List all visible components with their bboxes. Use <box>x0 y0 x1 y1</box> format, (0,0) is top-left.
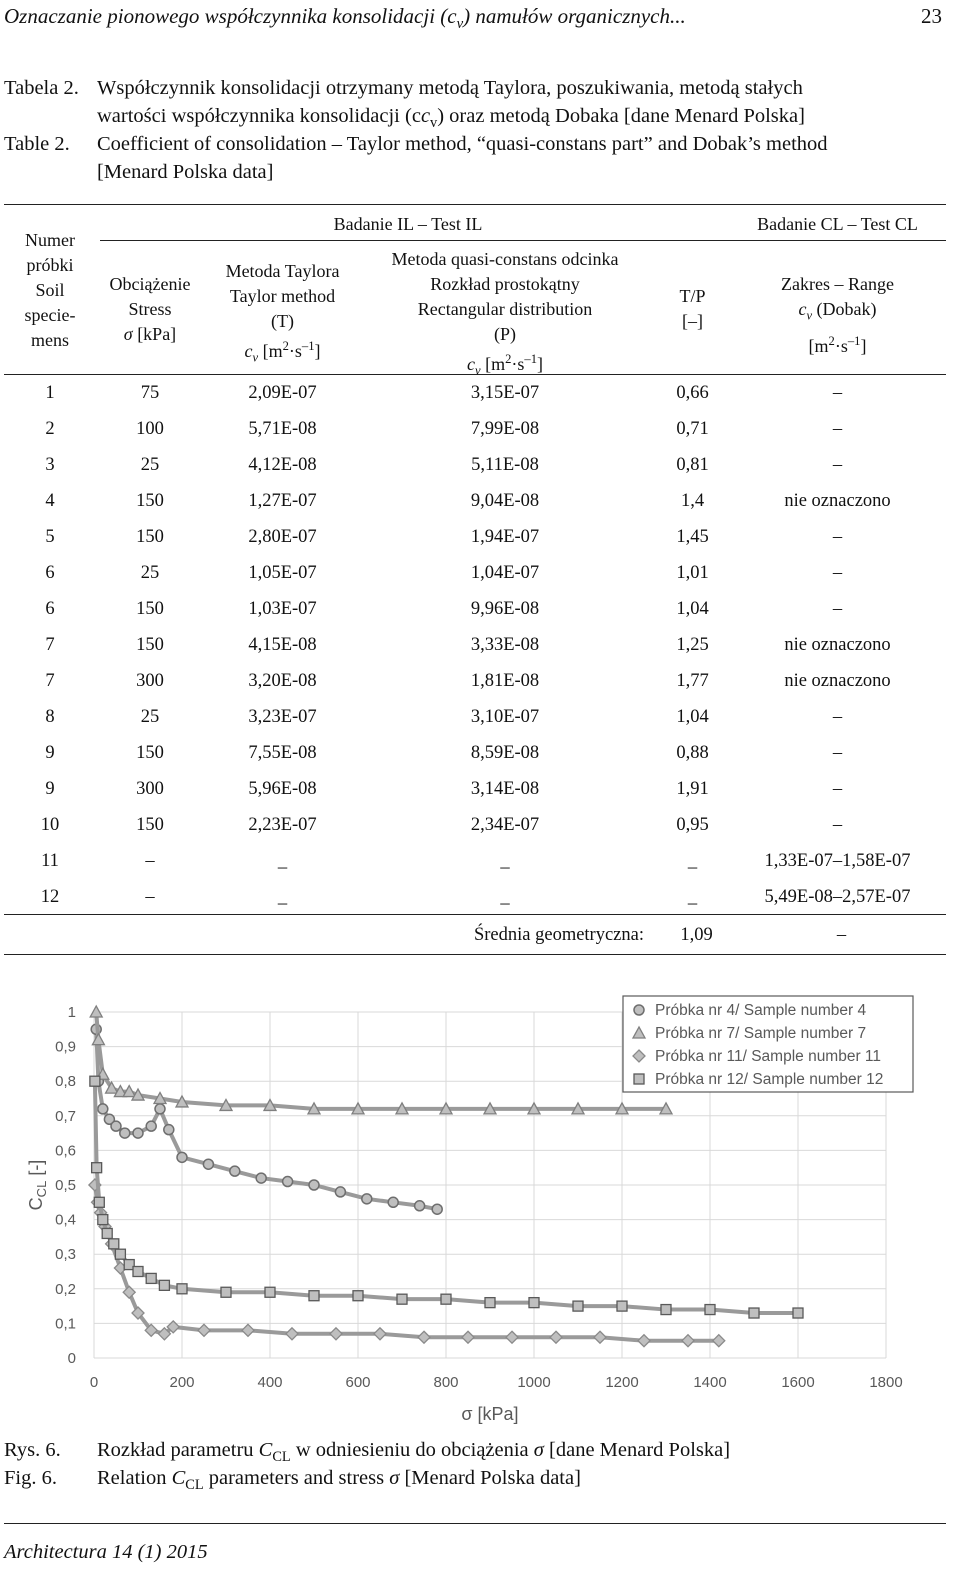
cell-sample: 7 <box>45 671 55 691</box>
cell-tp: _ <box>687 851 698 871</box>
cell-taylor: 2,23E-07 <box>248 815 317 835</box>
summary-label: Średnia geometryczna: <box>473 925 644 945</box>
x-tick-label: 1600 <box>781 1374 815 1391</box>
data-point <box>432 1204 442 1214</box>
cell-taylor: 4,15E-08 <box>248 635 317 655</box>
col-header-quasi: Metoda quasi-constans odcinka Rozkład prostokątny Rectangular distribution (P) $c_v$ $[m^2\cdot s^{-1}]$ <box>391 249 619 378</box>
cell-taylor: 2,09E-07 <box>248 383 317 403</box>
col-header-tp: T/P [–] <box>679 286 706 331</box>
x-tick-label: 1200 <box>605 1374 639 1391</box>
legend-entry: Próbka nr 4/ Sample number 4 <box>655 1002 867 1019</box>
data-point <box>102 1228 112 1238</box>
table-row <box>4 772 946 808</box>
cell-range: – <box>832 815 843 835</box>
y-tick-label: 0,9 <box>55 1038 76 1056</box>
table-caption-pl-line1: Tabela 2. Współczynnik konsolidacji otrzymany metodą Taylora, poszukiwania, metodą stałych <box>4 77 803 99</box>
table-row <box>4 520 946 556</box>
data-point <box>418 1331 430 1343</box>
cell-tp: 1,25 <box>676 635 709 655</box>
cell-taylor: 7,55E-08 <box>248 743 317 763</box>
data-point <box>462 1331 474 1343</box>
cell-sample: 12 <box>40 887 60 907</box>
cell-stress: 150 <box>136 635 164 655</box>
cell-quasi: 1,81E-08 <box>470 671 540 691</box>
data-point <box>793 1308 803 1318</box>
data-point <box>388 1197 398 1207</box>
cell-range: – <box>832 707 843 727</box>
table-row <box>4 592 946 628</box>
y-tick-label: 0,2 <box>55 1280 76 1298</box>
cell-quasi: 3,14E-08 <box>470 779 540 799</box>
legend-entry: Próbka nr 7/ Sample number 7 <box>655 1025 867 1042</box>
cell-sample: 11 <box>41 851 59 871</box>
data-point <box>164 1125 174 1135</box>
cell-stress: – <box>145 887 155 907</box>
table-row <box>4 808 946 844</box>
data-point <box>661 1305 671 1315</box>
data-point <box>90 1076 100 1086</box>
data-point <box>362 1194 372 1204</box>
x-tick-label: 600 <box>345 1374 371 1391</box>
cell-taylor: _ <box>277 887 288 907</box>
cell-sample: 3 <box>45 455 55 475</box>
data-point <box>573 1301 583 1311</box>
cell-tp: 1,45 <box>676 527 709 547</box>
cell-taylor: 5,71E-08 <box>248 419 317 439</box>
cell-quasi: 9,04E-08 <box>470 491 540 511</box>
data-point <box>230 1166 240 1176</box>
y-tick-label: 0,8 <box>55 1073 76 1091</box>
cell-range: nie oznaczono <box>784 491 891 511</box>
table-row <box>4 628 946 664</box>
cell-tp: 1,91 <box>676 779 709 799</box>
table-row <box>4 700 946 736</box>
data-point <box>309 1291 319 1301</box>
data-point <box>98 1215 108 1225</box>
data-point <box>133 1128 143 1138</box>
data-point <box>177 1284 187 1294</box>
x-tick-label: 1000 <box>517 1374 551 1391</box>
data-point <box>441 1294 451 1304</box>
data-point <box>111 1121 121 1131</box>
legend-entry: Próbka nr 11/ Sample number 11 <box>655 1048 882 1065</box>
table-caption-en-line2: [Menard Polska data] <box>97 161 274 183</box>
table-row <box>4 880 946 916</box>
data-point <box>94 1197 104 1207</box>
cell-stress: 150 <box>136 599 164 619</box>
cell-range: – <box>832 455 843 475</box>
series-line <box>96 1029 437 1209</box>
data-point <box>177 1152 187 1162</box>
page-number: 23 <box>921 4 942 28</box>
data-point <box>265 1287 275 1297</box>
table-row <box>4 484 946 520</box>
cell-tp: 0,88 <box>676 743 709 763</box>
data-point <box>92 1163 102 1173</box>
cell-range: nie oznaczono <box>784 671 891 691</box>
table-caption-en-line1: Table 2. Coefficient of consolidation – Taylor method, “quasi-constans part” and Dobak’s method <box>4 133 828 155</box>
cell-tp: 0,81 <box>676 455 709 475</box>
figure-caption-pl: Rys. 6. Rozkład parametru $C_{CL}$ w odniesieniu do obciążenia σ [dane Menard Polska] <box>4 1439 731 1466</box>
data-point <box>353 1291 363 1301</box>
col-header-taylor: Metoda Taylora Taylor method (T) $c_v$ $[m^2\cdot s^{-1}]$ <box>225 261 340 365</box>
cell-tp: 0,95 <box>676 815 709 835</box>
cell-tp: _ <box>687 887 698 907</box>
cell-tp: 1,77 <box>676 671 709 691</box>
data-point <box>335 1187 345 1197</box>
cl-chart <box>20 990 920 1425</box>
data-point <box>155 1104 165 1114</box>
cell-tp: 1,4 <box>680 491 705 511</box>
cell-range: – <box>832 527 843 547</box>
cell-sample: 9 <box>45 743 55 763</box>
group-header-il: Badanie IL – Test IL <box>333 214 483 234</box>
summary-tp: 1,09 <box>680 925 713 945</box>
cell-quasi: 5,11E-08 <box>471 455 539 475</box>
y-tick-label: 0,6 <box>55 1142 76 1160</box>
cell-quasi: 2,34E-07 <box>470 815 540 835</box>
journal-footer: Architectura 14 (1) 2015 <box>4 1541 208 1563</box>
group-header-cl: Badanie CL – Test CL <box>757 214 918 234</box>
data-point <box>617 1301 627 1311</box>
table-bottom-rule <box>4 954 946 955</box>
series-line <box>95 1185 719 1341</box>
cell-taylor: 1,27E-07 <box>248 491 317 511</box>
cell-range: nie oznaczono <box>784 635 891 655</box>
y-tick-label: 0,5 <box>55 1177 76 1194</box>
data-point <box>286 1328 298 1340</box>
cell-taylor: 5,96E-08 <box>248 779 317 799</box>
data-point <box>159 1280 169 1290</box>
cell-taylor: _ <box>277 851 288 871</box>
table-top-rule <box>4 204 946 205</box>
cell-stress: – <box>145 851 155 871</box>
cell-quasi: 3,33E-08 <box>470 635 540 655</box>
data-point <box>550 1331 562 1343</box>
cell-sample: 1 <box>45 383 55 403</box>
data-point <box>749 1308 759 1318</box>
data-point <box>146 1273 156 1283</box>
cell-sample: 8 <box>45 707 55 727</box>
cell-stress: 300 <box>136 671 164 691</box>
y-tick-label: 1 <box>67 1004 76 1021</box>
cl-chart-svg <box>20 990 920 1425</box>
cell-range: – <box>832 743 843 763</box>
cell-quasi: 3,10E-07 <box>470 707 540 727</box>
cell-taylor: 1,03E-07 <box>248 599 317 619</box>
footer-rule <box>4 1523 946 1524</box>
cell-quasi: 9,96E-08 <box>470 599 540 619</box>
y-tick-label: 0,4 <box>55 1211 76 1229</box>
cell-stress: 150 <box>136 491 164 511</box>
table-row <box>4 448 946 484</box>
table-group-rule <box>100 240 946 241</box>
cell-sample: 10 <box>40 815 60 835</box>
data-point <box>713 1335 725 1347</box>
cell-stress: 75 <box>140 383 160 403</box>
cell-tp: 0,66 <box>676 383 709 403</box>
col-header-range: Zakres – Range $c_v$ (Dobak) $[m^2\cdot s^{-1}]$ <box>781 274 894 356</box>
table-row <box>4 664 946 700</box>
cell-range: – <box>832 599 843 619</box>
cell-range: – <box>832 383 843 403</box>
data-point <box>242 1324 254 1336</box>
y-tick-label: 0 <box>67 1350 76 1367</box>
y-tick-label: 0,7 <box>55 1107 76 1125</box>
data-point <box>705 1305 715 1315</box>
data-point <box>123 1286 135 1298</box>
cell-tp: 1,04 <box>676 599 709 619</box>
cell-range: 1,33E-07–1,58E-07 <box>764 851 911 871</box>
cell-tp: 0,71 <box>676 419 709 439</box>
data-point <box>682 1335 694 1347</box>
data-point <box>374 1328 386 1340</box>
cell-range: – <box>832 419 843 439</box>
x-tick-label: 800 <box>433 1374 459 1391</box>
x-tick-label: 400 <box>257 1374 283 1391</box>
data-point <box>133 1267 143 1277</box>
y-axis-label: $C_{CL}$ [-] <box>26 1159 49 1211</box>
table-row <box>4 556 946 592</box>
data-point <box>415 1201 425 1211</box>
cell-sample: 4 <box>45 491 55 511</box>
cell-range: – <box>832 563 843 583</box>
cell-taylor: 1,05E-07 <box>248 563 317 583</box>
data-point <box>506 1331 518 1343</box>
cell-sample: 6 <box>45 563 55 583</box>
cell-stress: 25 <box>140 563 160 583</box>
cell-quasi: _ <box>500 851 510 871</box>
summary-range: – <box>836 925 847 945</box>
data-point <box>203 1159 213 1169</box>
cell-quasi: 1,94E-07 <box>470 527 540 547</box>
cell-sample: 2 <box>45 419 55 439</box>
table-row <box>4 844 946 880</box>
col-header-stress: Obciążenie Stress σ [kPa] <box>109 274 191 344</box>
data-point <box>485 1298 495 1308</box>
cell-stress: 100 <box>136 419 164 439</box>
cell-sample: 9 <box>45 779 55 799</box>
y-tick-label: 0,3 <box>55 1246 76 1264</box>
table-summary-row <box>4 918 946 954</box>
table-row <box>4 736 946 772</box>
data-point <box>256 1173 266 1183</box>
cell-stress: 150 <box>136 743 164 763</box>
data-point <box>109 1239 119 1249</box>
cell-stress: 25 <box>140 455 160 475</box>
cell-stress: 25 <box>140 707 160 727</box>
cell-quasi: 3,15E-07 <box>470 383 540 403</box>
y-tick-label: 0,1 <box>55 1315 76 1333</box>
cell-sample: 5 <box>45 527 55 547</box>
data-point <box>283 1177 293 1187</box>
legend-marker <box>634 1005 644 1015</box>
table-row <box>4 412 946 448</box>
cell-quasi: 1,04E-07 <box>470 563 540 583</box>
cell-stress: 300 <box>136 779 164 799</box>
data-point <box>198 1324 210 1336</box>
cell-stress: 150 <box>136 815 164 835</box>
data-point <box>529 1298 539 1308</box>
col-header-sample: Numer próbki Soil specie- mens <box>24 230 76 350</box>
cell-tp: 1,04 <box>676 707 709 727</box>
data-point <box>638 1335 650 1347</box>
x-tick-label: 1400 <box>693 1374 727 1391</box>
cell-sample: 7 <box>45 635 55 655</box>
cell-quasi: 7,99E-08 <box>470 419 540 439</box>
running-title: Oznaczanie pionowego współczynnika konsolidacji $(c_v)$ namułów organicznych... <box>4 4 686 33</box>
data-point <box>594 1331 606 1343</box>
x-tick-label: 1800 <box>869 1374 903 1391</box>
data-point <box>397 1294 407 1304</box>
figure-caption-en: Fig. 6. Relation $C_{CL}$ parameters and stress σ [Menard Polska data] <box>4 1467 581 1494</box>
data-point <box>98 1104 108 1114</box>
cell-quasi: 8,59E-08 <box>470 743 540 763</box>
data-point <box>221 1287 231 1297</box>
legend-entry: Próbka nr 12/ Sample number 12 <box>655 1071 884 1088</box>
data-point <box>330 1328 342 1340</box>
data-point <box>120 1128 130 1138</box>
cell-range: 5,49E-08–2,57E-07 <box>764 887 911 907</box>
table-row <box>4 376 946 412</box>
cell-taylor: 4,12E-08 <box>248 455 317 475</box>
data-point <box>115 1249 125 1259</box>
cell-sample: 6 <box>45 599 55 619</box>
cell-taylor: 2,80E-07 <box>248 527 317 547</box>
legend-marker <box>634 1074 644 1084</box>
cell-stress: 150 <box>136 527 164 547</box>
table-caption-pl-line2: wartości współczynnika konsolidacji $(cc_v)$ oraz metodą Dobaka [dane Menard Polska] <box>97 105 805 132</box>
cell-taylor: 3,23E-07 <box>248 707 317 727</box>
cell-tp: 1,01 <box>676 563 709 583</box>
cell-taylor: 3,20E-08 <box>248 671 317 691</box>
data-point <box>309 1180 319 1190</box>
cell-range: – <box>832 779 843 799</box>
data-point <box>146 1121 156 1131</box>
cell-quasi: _ <box>500 887 510 907</box>
x-tick-label: 200 <box>169 1374 195 1391</box>
x-tick-label: 0 <box>89 1374 99 1391</box>
x-axis-label: σ [kPa] <box>461 1404 519 1424</box>
